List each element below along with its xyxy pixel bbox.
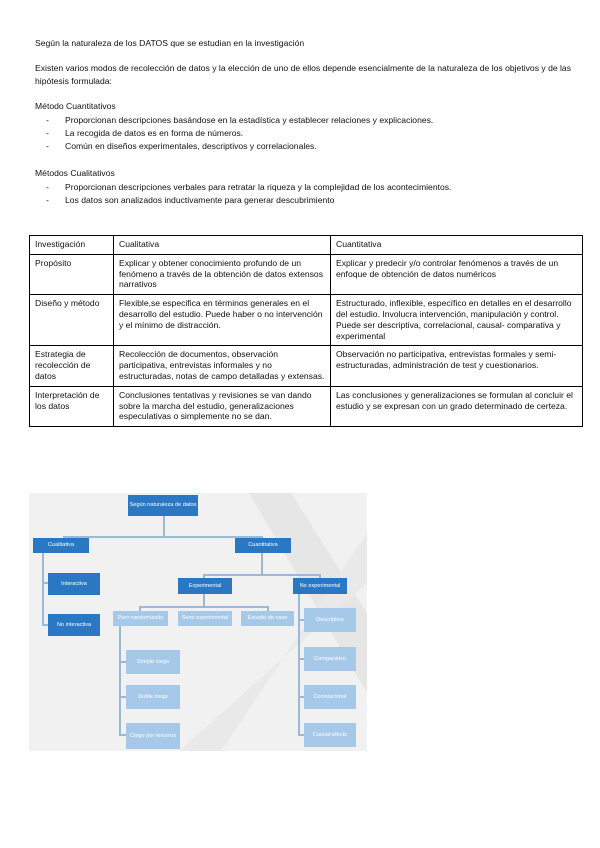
quantitative-title: Método Cuantitativos: [35, 101, 116, 111]
node-cualitativa: Cualitativa: [33, 538, 89, 553]
table-header-row: [30, 236, 583, 255]
table-cell: Las conclusiones y generalizaciones se formulan al concluir el estudio y se expresan con un grado determinado de certeza.: [331, 386, 583, 426]
connector: [261, 553, 263, 575]
connector: [63, 536, 263, 538]
node-ciego-por-terceros: Ciego por terceros: [126, 723, 180, 749]
node-simple-ciego: Simple ciego: [126, 650, 180, 674]
table-row: [30, 295, 583, 346]
intro-paragraph: Existen varios modos de recolección de datos y la elección de uno de ellos depende esencialmente de la naturaleza de los objetivos y de las hipótesis formulada:: [35, 63, 572, 86]
list-item: - Los datos son analizados inductivamente para generar descubrimiento: [46, 194, 451, 207]
table-row: [30, 346, 583, 386]
node-causal-efecto: Causal-efecto: [304, 723, 356, 747]
connector: [119, 626, 121, 736]
connector: [119, 661, 126, 663]
table-row: [30, 386, 583, 426]
table-cell: Flexible,se especifica en términos generales en el desarrollo del estudio. Puede haber o no intervención y el mínimo de distracción.: [114, 295, 331, 346]
table-cell: Propósito: [30, 254, 114, 294]
quantitative-list: [46, 114, 433, 153]
connector: [119, 696, 126, 698]
node-puro-randomizado: Puro randomizado: [113, 611, 168, 626]
page-heading: Según la naturaleza de los DATOS que se estudian en la investigación: [35, 38, 305, 48]
table-cell: Conclusiones tentativas y revisiones se van dando sobre la marcha del estudio, generalizaciones especulativas o simplemente no se dan.: [114, 386, 331, 426]
node-semi-experimental: Semi experimental: [178, 611, 232, 626]
table-row: [30, 254, 583, 294]
comparison-table: [29, 235, 583, 427]
table-cell: Explicar y obtener conocimiento profundo de un fenómeno a través de la obtención de datos extensos narrativos: [114, 254, 331, 294]
table-cell: Observación no participativa, entrevistas formales y semi-estructuradas, administración de test y cuestionarios.: [331, 346, 583, 386]
connector: [119, 734, 126, 736]
table-cell: Diseño y método: [30, 295, 114, 346]
table-cell: Recolección de documentos, observación participativa, entrevistas informales y no estructuradas, notas de campo detalladas y extensas.: [114, 346, 331, 386]
node-no-experimental: No experimental: [293, 578, 347, 594]
table-cell: Estrategia de recolección de datos: [30, 346, 114, 386]
header-cell: Cualitativa: [114, 236, 331, 255]
node-experimental: Experimental: [178, 578, 232, 594]
list-item: - Común en diseños experimentales, descriptivos y correlacionales.: [46, 140, 433, 153]
node-comparativo: Comparativo: [304, 647, 356, 671]
connector: [163, 516, 165, 537]
table-cell: Explicar y predecir y/o controlar fenómenos a través de un enfoque de obtención de datos numéricos: [331, 254, 583, 294]
node-no-interactiva: No interactiva: [48, 614, 100, 636]
header-cell: Investigación: [30, 236, 114, 255]
node-correlacional: Correlacional: [304, 685, 356, 709]
node-root: Según naturaleza de datos: [128, 495, 198, 516]
node-doble-ciego: Doble ciego: [126, 685, 180, 709]
header-cell: Cuantitativa: [331, 236, 583, 255]
connector: [139, 606, 269, 608]
connector: [298, 594, 300, 736]
table-cell: Interpretación de los datos: [30, 386, 114, 426]
node-interactiva: Interactiva: [48, 573, 100, 595]
table-cell: Estructurado, inflexible, específico en detalles en el desarrollo del estudio. Involucra intervención, manipulación y control. Puede ser descriptiva, correlacional, causal- comparativa y experimental: [331, 295, 583, 346]
connector: [42, 553, 44, 626]
node-cuantitativa: Cuantitativa: [235, 538, 291, 553]
qualitative-list: [46, 181, 451, 207]
node-estudio-de-caso: Estudio de caso: [241, 611, 294, 626]
list-item: - La recogida de datos es en forma de números.: [46, 127, 433, 140]
list-item: - Proporcionan descripciones basándose en la estadística y establecer relaciones y explicaciones.: [46, 114, 433, 127]
qualitative-title: Métodos Cualitativos: [35, 168, 115, 178]
list-item: - Proporcionan descripciones verbales para retratar la riqueza y la complejidad de los acontecimientos.: [46, 181, 451, 194]
classification-diagram: [29, 493, 367, 751]
connector: [203, 574, 321, 576]
node-descriptivo: Descriptivo: [304, 608, 356, 632]
